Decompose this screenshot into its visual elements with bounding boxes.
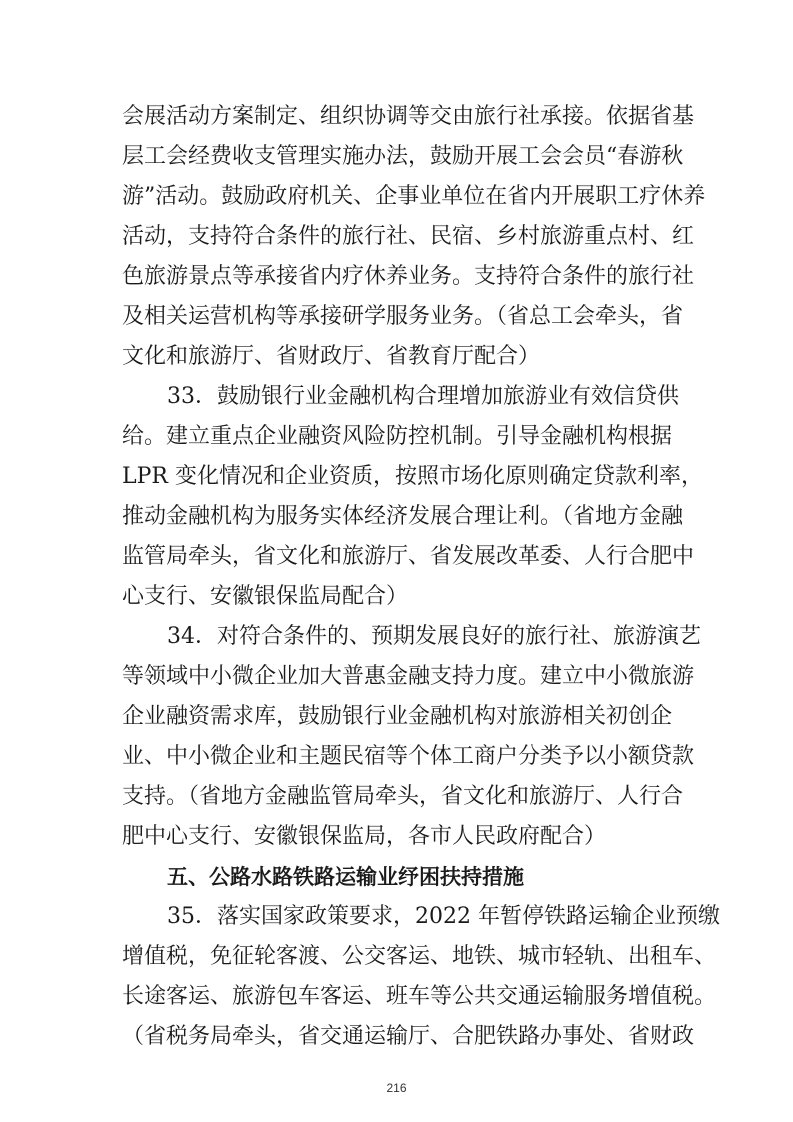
page-number: 216 — [386, 1081, 407, 1095]
text-line: 层工会经费收支管理实施办法，鼓励开展工会会员“春游秋 — [122, 144, 684, 169]
text-line: 给。建立重点企业融资风险防控机制。引导金融机构根据 — [122, 424, 673, 449]
text-line: 肥中心支行、安徽银保监局，各市人民政府配合） — [122, 824, 607, 849]
section-heading: 五、公路水路铁路运输业纾困扶持措施 — [167, 865, 524, 889]
text-line: 35．落实国家政策要求，2022 年暂停铁路运输企业预缴 — [167, 904, 720, 929]
text-line: 企业融资需求库，鼓励银行业金融机构对旅游相关初创企 — [122, 704, 673, 729]
text-line: 34．对符合条件的、预期发展良好的旅行社、旅游演艺 — [167, 624, 701, 649]
text-line: LPR 变化情况和企业资质，按照市场化原则确定贷款利率， — [122, 464, 703, 489]
text-line: 心支行、安徽银保监局配合） — [122, 584, 409, 609]
text-line: 及相关运营机构等承接研学服务业务。（省总工会牵头，省 — [122, 304, 684, 329]
text-line: 监管局牵头，省文化和旅游厅、省发展改革委、人行合肥中 — [122, 544, 695, 569]
text-line: 业、中小微企业和主题民宿等个体工商户分类予以小额贷款 — [122, 744, 695, 769]
text-line: 长途客运、旅游包车客运、班车等公共交通运输服务增值税。 — [122, 984, 717, 1009]
text-line: 33．鼓励银行业金融机构合理增加旅游业有效信贷供 — [167, 384, 679, 409]
text-line: 推动金融机构为服务实体经济发展合理让利。（省地方金融 — [122, 504, 684, 529]
text-line: 会展活动方案制定、组织协调等交由旅行社承接。依据省基 — [122, 104, 695, 129]
text-line: 活动，支持符合条件的旅行社、民宿、乡村旅游重点村、红 — [122, 224, 695, 249]
text-line: 文化和旅游厅、省财政厅、省教育厅配合） — [122, 344, 541, 369]
text-line: 游”活动。鼓励政府机关、企事业单位在省内开展职工疗休养 — [122, 184, 706, 209]
text-line: 等领域中小微企业加大普惠金融支持力度。建立中小微旅游 — [122, 664, 695, 689]
text-line: （省税务局牵头，省交通运输厅、合肥铁路办事处、省财政 — [122, 1024, 695, 1049]
text-line: 增值税，免征轮客渡、公交客运、地铁、城市轻轨、出租车、 — [122, 944, 717, 969]
text-line: 色旅游景点等承接省内疗休养业务。支持符合条件的旅行社 — [122, 264, 695, 289]
text-line: 支持。（省地方金融监管局牵头，省文化和旅游厅、人行合 — [122, 784, 684, 809]
